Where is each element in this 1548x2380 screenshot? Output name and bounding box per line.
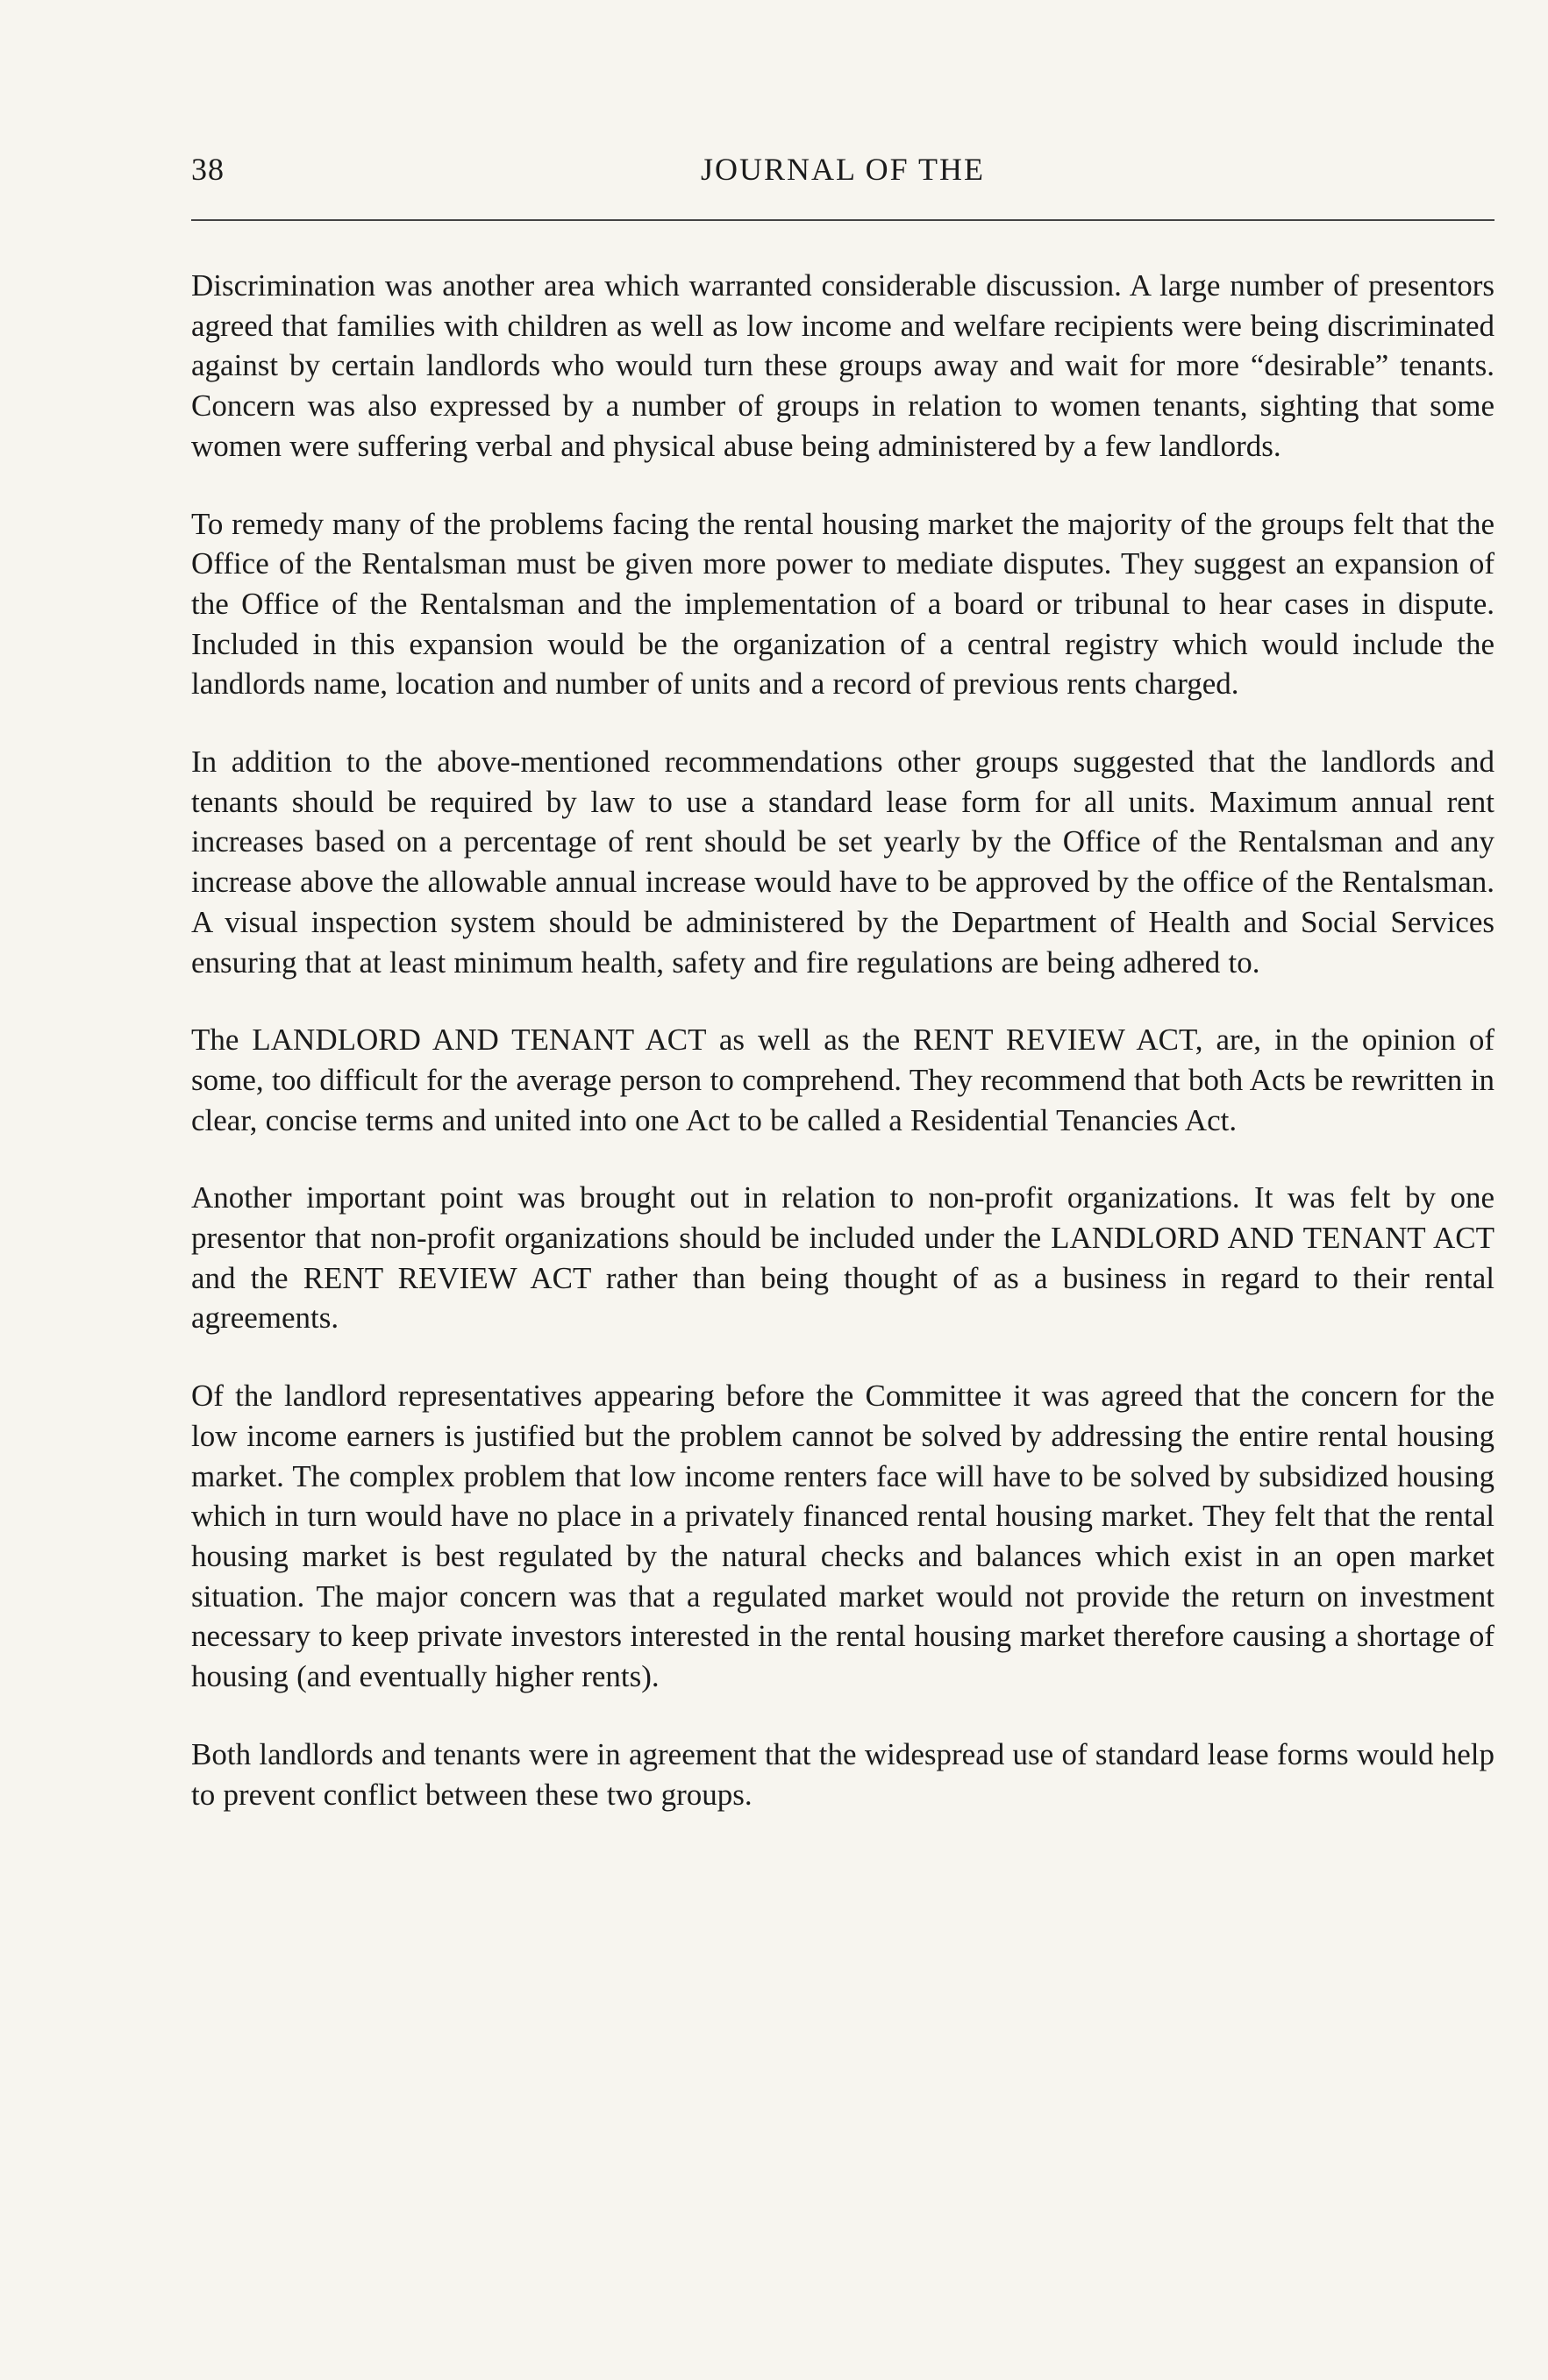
paragraph-agreement: Both landlords and tenants were in agreement that the widespread use of standard lease forms would help to prevent conflict between these two groups. — [191, 1736, 1494, 1812]
paragraph-non-profit: Another important point was brought out in relation to non-profit organizations. It was felt by one presentor that non-profit organizations should be included under the LANDLORD AND TENANT ACT and the RENT REVIEW ACT rather than being thought of as a business in regard to their rental agreements. — [191, 1180, 1494, 1336]
journal-page — [191, 0, 1494, 2380]
paragraph-acts: The LANDLORD AND TENANT ACT as well as the RENT REVIEW ACT, are, in the opinion of some, too difficult for the average person to comprehend. They recommend that both Acts be rewritten in clear, concise terms and united into one Act to be called a Residential Tenancies Act. — [191, 1023, 1494, 1137]
paragraph-remedy: To remedy many of the problems facing the rental housing market the majority of the groups felt that the Office of the Rentalsman must be given more power to mediate disputes. They suggest an expansion of the Office of the Rentalsman and the implementation of a board or tribunal to hear cases in dispute. Included in this expansion would be the organization of a central registry which would include the landlords name, location and number of units and a record of previous rents charged. — [191, 506, 1494, 702]
page-number: 38 — [191, 152, 225, 187]
paragraph-recommendations: In addition to the above-mentioned recommendations other groups suggested that the landlords and tenants should be required by law to use a standard lease form for all units. Maximum annual rent increases based on a percentage of rent should be set yearly by the Office of the Rentalsman and any increase above the allowable annual increase would have to be approved by the office of the Rentalsman. A visual inspection system should be administered by the Department of Health and Social Services ensuring that at least minimum health, safety and fire regulations are being adhered to. — [191, 745, 1494, 980]
running-head: JOURNAL OF THE — [700, 152, 985, 187]
header-rule — [191, 219, 1494, 221]
paragraph-landlord-representatives: Of the landlord representatives appearing before the Committee it was agreed that the concern for the low income earners is justified but the problem cannot be solved by addressing the entire rental housing market. The complex problem that low income renters face will have to be solved by subsidized housing which in turn would have no place in a privately financed rental housing market. They felt that the rental housing market is best regulated by the natural checks and balances which exist in an open market situation. The major concern was that a regulated market would not provide the return on investment necessary to keep private investors interested in the rental housing market therefore causing a shortage of housing (and eventually higher rents). — [191, 1379, 1494, 1694]
page-header — [191, 147, 1494, 191]
paragraph-discrimination: Discrimination was another area which warranted considerable discussion. A large number of presentors agreed that families with children as well as low income and welfare recipients were being discriminated against by certain landlords who would turn these groups away and wait for more “desirable” tenants. Concern was also expressed by a number of groups in relation to women tenants, sighting that some women were suffering verbal and physical abuse being administered by a few landlords. — [191, 268, 1494, 463]
body-text — [191, 266, 1494, 1852]
